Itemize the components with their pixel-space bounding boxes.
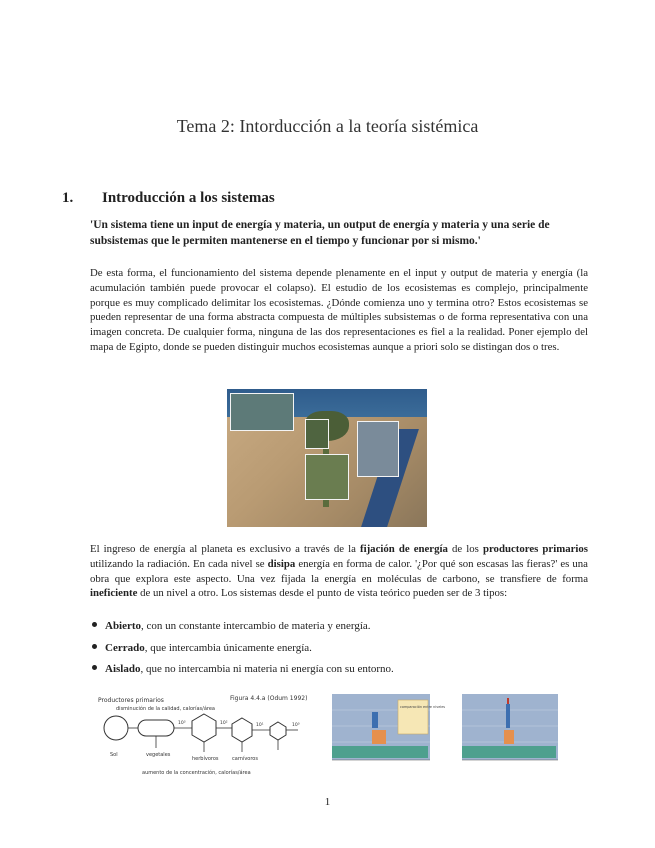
top-carnivore-hexagon (270, 722, 286, 740)
section-heading (62, 190, 275, 207)
list-text: , que intercambia únicamente energía. (144, 641, 312, 654)
diagram-top-label: Productores primarios (98, 697, 164, 704)
bold-term: productores primarios (482, 543, 588, 555)
paragraph-energy (90, 542, 588, 601)
source-label: Sol (110, 752, 118, 758)
text-run: energía en forma de calor. '¿Por qué son escasas las fieras?' es una obra que explora este aspecto. Una vez fijada la energía en moléculas de carbono, se transfiere de forma (90, 557, 588, 585)
definition-quote: 'Un sistema tiene un input de energía y materia, un output de energía y materia y una serie de subsistemas que le permiten mantenerse en el tiempo y funcionar por si mismo.' (90, 219, 550, 247)
list-term: Cerrado (105, 641, 145, 654)
egypt-satellite-map (227, 389, 427, 527)
list-item (90, 620, 394, 642)
text-run: El ingreso de energía al planeta es exclusivo a través de la (90, 543, 360, 555)
herbivore-hexagon (192, 714, 216, 742)
bullet-icon (92, 665, 97, 670)
text-run: de un nivel a otro. Los sistemas desde el punto de vista teórico pueden ser de 3 tipos: (137, 587, 508, 600)
map-inset-coast (230, 393, 294, 431)
value-label: 10⁰ (292, 723, 300, 728)
bold-term: fijación de energía (359, 543, 448, 555)
map-inset-delta (305, 419, 329, 449)
ecosystem-chart-right (456, 690, 560, 772)
figure-row (94, 690, 564, 782)
chart-bar-base (462, 746, 556, 758)
map-inset-sinai (357, 421, 399, 477)
section-number: 1. (62, 190, 74, 206)
page-title: Tema 2: Intorducción a la teoría sistémica (176, 116, 479, 136)
diagram-flow-label: disminución de la calidad, calorías/área (116, 706, 215, 712)
bold-term: ineficiente (90, 587, 138, 600)
chart-bar-top (506, 704, 510, 728)
diagram-bottom-label: aumento de la concentración, calorías/área (142, 770, 251, 776)
chart-bar-apex (507, 698, 509, 704)
ecosystem-chart-left (326, 690, 446, 772)
chart-bar-mid (504, 730, 514, 744)
bold-term: disipa (267, 557, 296, 570)
list-item (90, 642, 394, 664)
map-inset-fields (305, 454, 349, 500)
sun-circle (104, 716, 128, 740)
section-title: Introducción a los sistemas (102, 190, 275, 206)
list-term: Aislado (105, 663, 141, 675)
bullet-icon (92, 622, 97, 627)
value-label: 10¹ (256, 723, 264, 728)
value-label: 10³ (178, 721, 186, 726)
list-item (90, 663, 394, 685)
stage-label: carnívoros (232, 756, 258, 762)
text-run: utilizando la radiación. En cada nivel se (90, 557, 268, 570)
carnivore-hexagon (232, 718, 252, 742)
list-text: , con un constante intercambio de materia y energía. (141, 620, 371, 632)
value-label: 10² (220, 721, 228, 726)
producer-shape (138, 720, 174, 736)
list-text: , que no intercambia ni materia ni energía con su entorno. (140, 663, 394, 675)
energy-flow-diagram (94, 690, 312, 782)
chart-callout-text: comparación entre niveles (400, 705, 446, 709)
bullet-icon (92, 644, 97, 649)
stage-label: vegetales (146, 752, 171, 758)
page-number: 1 (324, 796, 331, 808)
list-term: Abierto (105, 620, 142, 632)
paragraph-intro: De esta forma, el funcionamiento del sistema depende plenamente en el input y output de materia y energía (la acumulación también puede provocar el colapso). El estudio de los ecosistemas es complejo, principalmente porque es muy complicado delimitar los ecosistemas. ¿Dónde comienza uno y termina otro? Estos ecosistemas se pueden representar de una forma abstracta compuesta de múltiples subsistemas o de forma representativa con una imagen concreta. De cualquier forma, ninguna de las dos representaciones es fiel a la realidad. Poner ejemplo del mapa de Egipto, donde se pueden distinguir muchos ecosistemas aunque a priori solo se distingan dos o tres. (90, 267, 588, 353)
chart-bar-mid (372, 730, 386, 744)
chart-bar-base (332, 746, 428, 758)
chart-bar-top (372, 712, 378, 728)
text-run: de los (447, 543, 483, 555)
diagram-caption: Figura 4.4.a (Odum 1992) (230, 695, 308, 702)
system-types-list (90, 620, 394, 685)
stage-label: herbívoros (192, 756, 219, 762)
